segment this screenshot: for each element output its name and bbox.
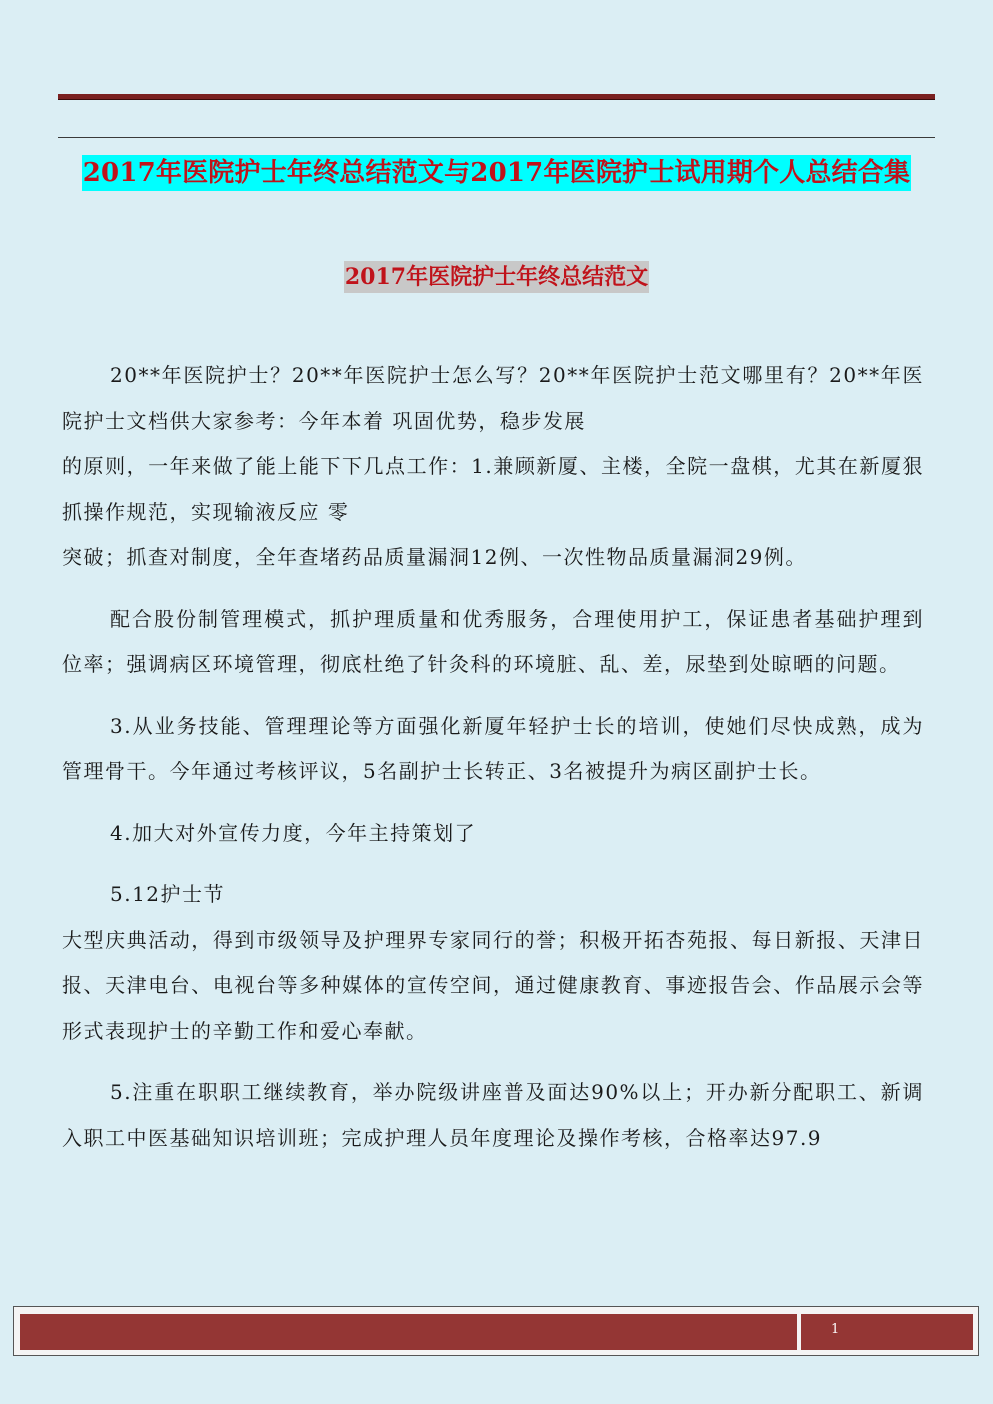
main-title-container xyxy=(0,155,993,191)
body-paragraph: 的原则，一年来做了能上能下下几点工作：1.兼顾新厦、主楼，全院一盘棋，尤其在新厦狠抓操作规范，实现输液反应 零 xyxy=(62,454,924,524)
body-paragraph: 5.12护士节 xyxy=(110,882,226,906)
body-paragraph: 突破；抓查对制度，全年查堵药品质量漏洞12例、一次性物品质量漏洞29例。 xyxy=(62,545,807,569)
body-paragraph: 配合股份制管理模式，抓护理质量和优秀服务，合理使用护工，保证患者基础护理到位率；强调病区环境管理，彻底杜绝了针灸科的环境脏、乱、差，尿垫到处晾晒的问题。 xyxy=(62,606,924,676)
footer-bar-left xyxy=(20,1314,797,1350)
body-paragraph: 4.加大对外宣传力度，今年主持策划了 xyxy=(110,820,477,845)
body-paragraph: 20**年医院护士？20**年医院护士怎么写？20**年医院护士范文哪里有？20**年医院护士文档供大家参考：今年本着 巩固优势，稳步发展 xyxy=(62,363,924,433)
header-rule-thick xyxy=(58,94,935,99)
body-paragraph: 5.注重在职职工继续教育，举办院级讲座普及面达90%以上；开办新分配职工、新调入职工中医基础知识培训班；完成护理人员年度理论及操作考核，合格率达97.9 xyxy=(62,1080,924,1150)
header-rule-thin xyxy=(58,137,935,138)
footer-bar-right xyxy=(801,1314,973,1350)
footer xyxy=(13,1306,979,1356)
page-number: 1 xyxy=(831,1322,840,1337)
main-title: 2017年医院护士年终总结范文与2017年医院护士试用期个人总结合集 xyxy=(82,155,912,191)
document-body xyxy=(62,353,924,1177)
section-title-container xyxy=(0,261,993,293)
section-title: 2017年医院护士年终总结范文 xyxy=(344,261,649,293)
body-paragraph: 大型庆典活动，得到市级领导及护理界专家同行的誉；积极开拓杏苑报、每日新报、天津日报、天津电台、电视台等多种媒体的宣传空间，通过健康教育、事迹报告会、作品展示会等形式表现护士的辛勤工作和爱心奉献。 xyxy=(62,927,924,1043)
body-paragraph: 3.从业务技能、管理理论等方面强化新厦年轻护士长的培训，使她们尽快成熟，成为管理骨干。今年通过考核评议，5名副护士长转正、3名被提升为病区副护士长。 xyxy=(62,713,924,783)
